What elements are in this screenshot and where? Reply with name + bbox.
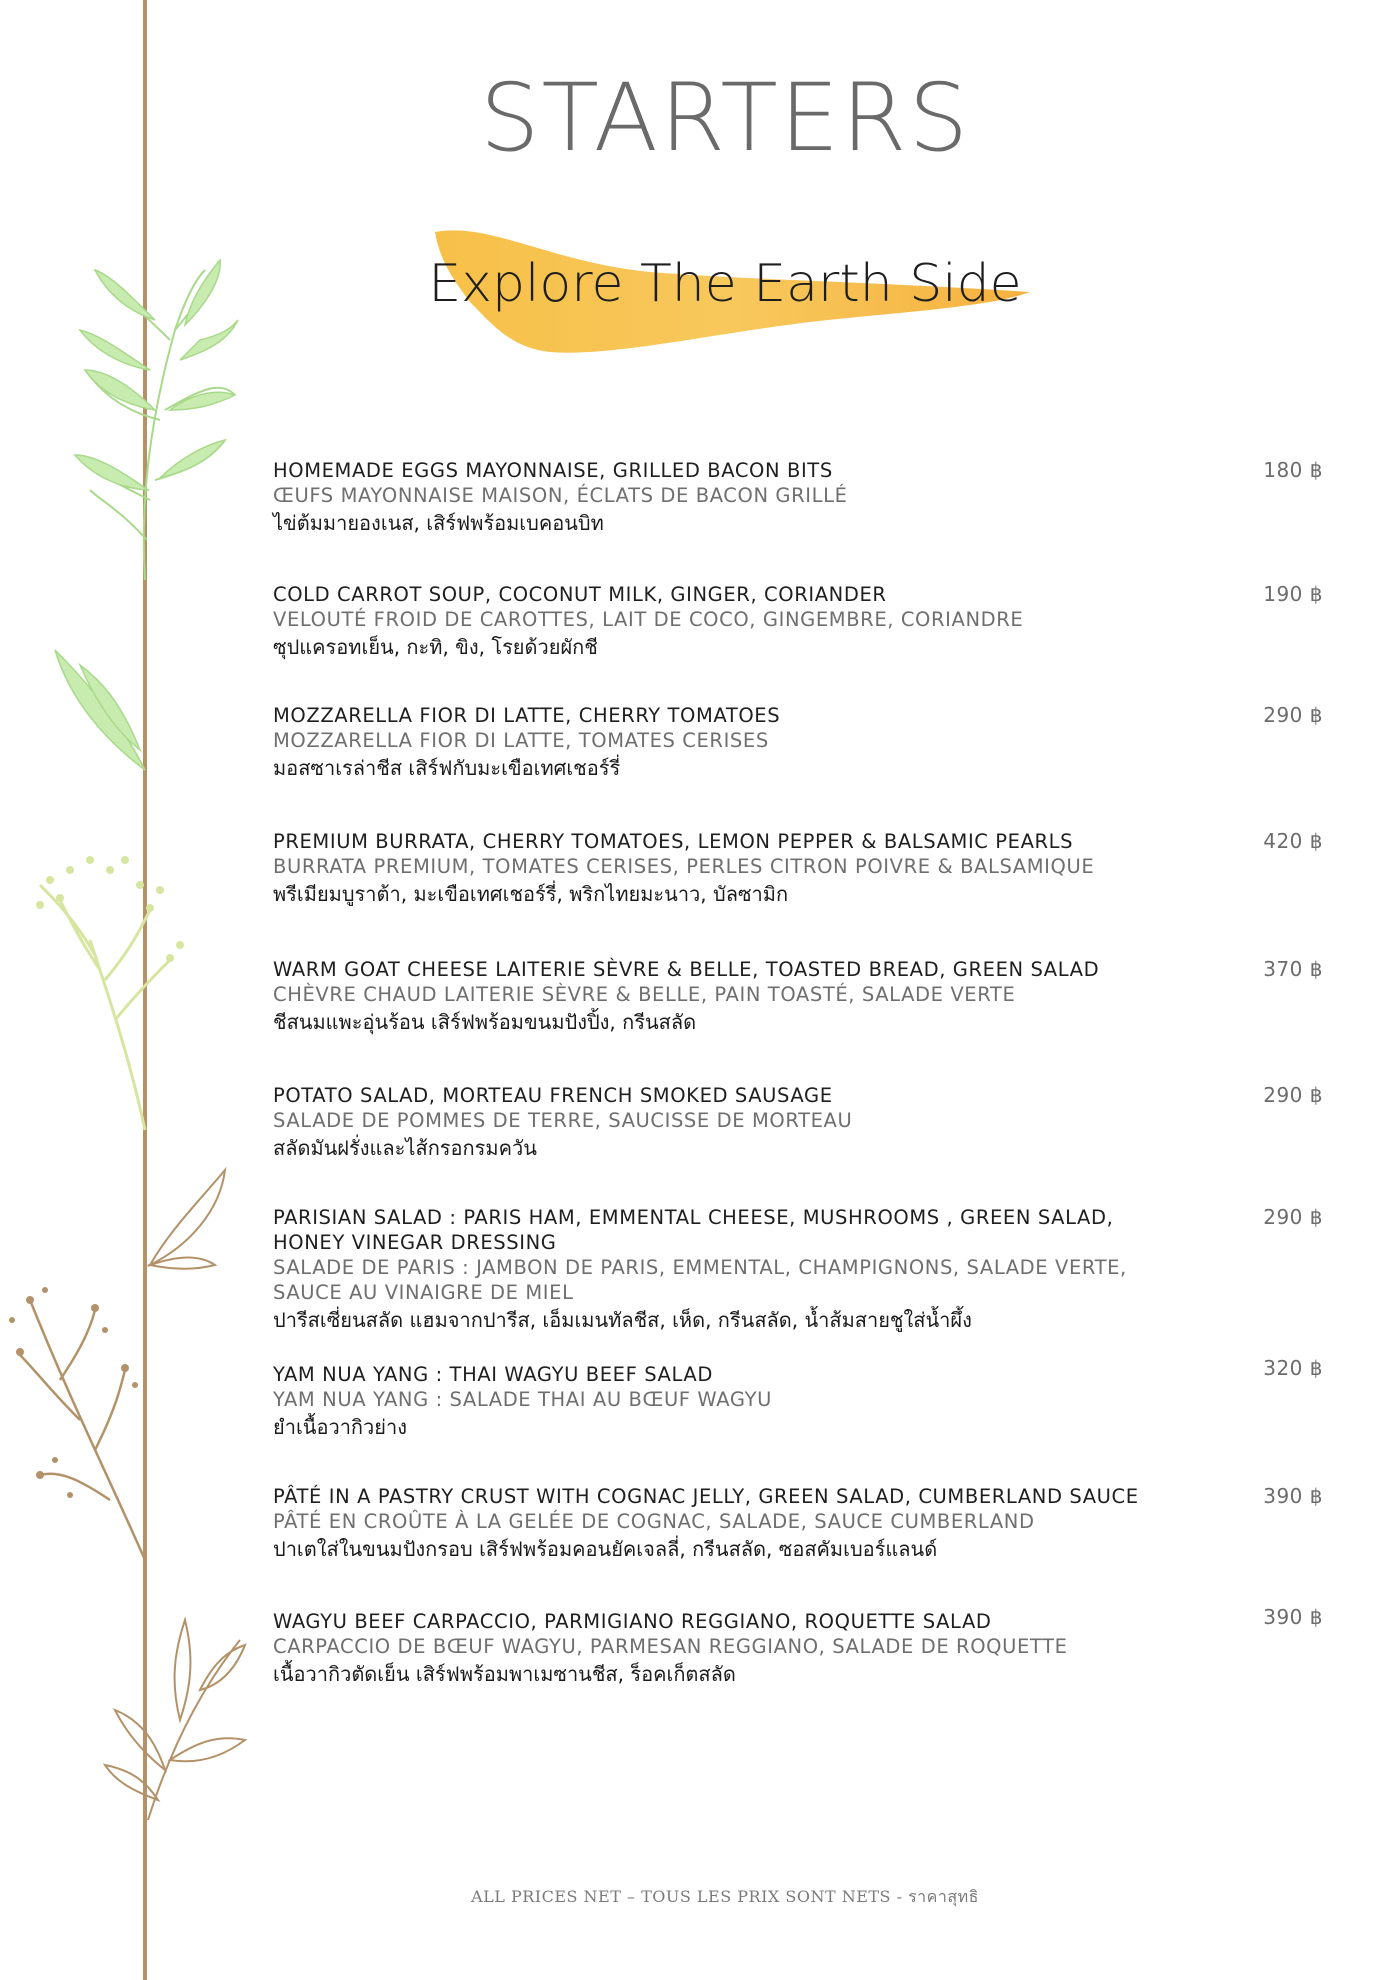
menu-item — [273, 703, 1323, 783]
item-name-english: MOZZARELLA FIOR DI LATTE, CHERRY TOMATOES — [273, 704, 781, 727]
item-name-french: MOZZARELLA FIOR DI LATTE, TOMATES CERISES — [273, 729, 769, 752]
gypsophila-icon — [40, 885, 170, 1130]
item-name-french: VELOUTÉ FROID DE CAROTTES, LAIT DE COCO, GINGEMBRE, CORIANDRE — [273, 608, 1024, 631]
page-subtitle: Explore The Earth Side — [428, 254, 1022, 314]
menu-item — [273, 1484, 1323, 1564]
menu-item — [273, 458, 1323, 538]
item-price: 420 ฿ — [1263, 829, 1323, 853]
item-name-thai: ซุปแครอทเย็น, กะทิ, ขิง, โรยด้วยผักชี — [273, 635, 598, 659]
item-price: 370 ฿ — [1263, 957, 1323, 981]
item-price: 290 ฿ — [1263, 1083, 1323, 1107]
item-price: 390 ฿ — [1263, 1605, 1323, 1629]
item-price: 290 ฿ — [1263, 703, 1323, 727]
item-name-french: CARPACCIO DE BŒUF WAGYU, PARMESAN REGGIANO, SALADE DE ROQUETTE — [273, 1635, 1068, 1658]
item-name-english: PREMIUM BURRATA, CHERRY TOMATOES, LEMON PEPPER & BALSAMIC PEARLS — [273, 830, 1074, 853]
item-name-thai: เนื้อวากิวตัดเย็น เสิร์ฟพร้อมพาเมซานชีส, ร็อคเก็ตสลัด — [273, 1662, 736, 1686]
item-name-english: PARISIAN SALAD : PARIS HAM, EMMENTAL CHEESE, MUSHROOMS , GREEN SALAD, HONEY VINEGAR DRESSING — [273, 1206, 1114, 1254]
item-name-thai: ชีสนมแพะอุ่นร้อน เสิร์ฟพร้อมขนมปังปิ้ง, กรีนสลัด — [273, 1010, 697, 1034]
menu-item — [273, 1083, 1323, 1163]
item-name-french: SALADE DE PARIS : JAMBON DE PARIS, EMMENTAL, CHAMPIGNONS, SALADE VERTE, SAUCE AU VINAIGRE DE MIEL — [273, 1256, 1127, 1304]
menu-item — [273, 829, 1323, 909]
item-name-thai: ไข่ต้มมายองเนส, เสิร์ฟพร้อมเบคอนบิท — [273, 511, 604, 535]
item-name-english: POTATO SALAD, MORTEAU FRENCH SMOKED SAUSAGE — [273, 1084, 833, 1107]
item-name-french: ŒUFS MAYONNAISE MAISON, ÉCLATS DE BACON GRILLÉ — [273, 484, 848, 507]
green-sprig-icon — [75, 260, 235, 580]
item-name-english: YAM NUA YANG : THAI WAGYU BEEF SALAD — [273, 1363, 713, 1386]
item-price: 390 ฿ — [1263, 1484, 1323, 1508]
item-name-thai: ปาเตใส่ในขนมปังกรอบ เสิร์ฟพร้อมคอนยัคเจลลี่, กรีนสลัด, ซอสคัมเบอร์แลนด์ — [273, 1537, 938, 1561]
item-name-english: WARM GOAT CHEESE LAITERIE SÈVRE & BELLE, TOASTED BREAD, GREEN SALAD — [273, 958, 1100, 981]
item-name-thai: ปารีสเซี่ยนสลัด แฮมจากปารีส, เอ็มเมนทัลชีส, เห็ด, กรีนสลัด, น้ำส้มสายชูใส่น้ำผึ้ง — [273, 1308, 972, 1332]
item-name-french: BURRATA PREMIUM, TOMATES CERISES, PERLES CITRON POIVRE & BALSAMIQUE — [273, 855, 1095, 878]
gold-leaf-icon — [150, 1170, 225, 1269]
item-name-thai: สลัดมันฝรั่งและไส้กรอกรมควัน — [273, 1136, 537, 1160]
gold-olive-sprig-icon — [105, 1620, 245, 1820]
item-name-french: PÂTÉ EN CROÛTE À LA GELÉE DE COGNAC, SALADE, SAUCE CUMBERLAND — [273, 1510, 1035, 1533]
page-title: STARTERS — [479, 64, 971, 173]
item-name-thai: พรีเมียมบูราต้า, มะเขือเทศเชอร์รี่, พริกไทยมะนาว, บัลซามิก — [273, 882, 789, 906]
prices-footer-note: ALL PRICES NET – TOUS LES PRIX SONT NETS - ราคาสุทธิ — [471, 1887, 979, 1906]
item-name-french: YAM NUA YANG : SALADE THAI AU BŒUF WAGYU — [273, 1388, 772, 1411]
menu-item — [273, 1356, 1323, 1442]
item-name-french: CHÈVRE CHAUD LAITERIE SÈVRE & BELLE, PAIN TOASTÉ, SALADE VERTE — [273, 983, 1016, 1006]
item-name-thai: มอสซาเรล่าชีส เสิร์ฟกับมะเขือเทศเชอร์รี่ — [273, 756, 621, 780]
gypsophila-buds-icon — [36, 856, 184, 962]
green-leaf-icon — [75, 260, 238, 490]
item-price: 290 ฿ — [1263, 1205, 1323, 1229]
menu-item — [273, 1205, 1323, 1335]
menu-item — [273, 582, 1323, 662]
botanical-leaves-illustration — [0, 0, 300, 1980]
item-price: 320 ฿ — [1263, 1356, 1323, 1380]
item-name-english: HOMEMADE EGGS MAYONNAISE, GRILLED BACON BITS — [273, 459, 833, 482]
item-name-thai: ยำเนื้อวากิวย่าง — [273, 1415, 407, 1439]
item-name-english: WAGYU BEEF CARPACCIO, PARMIGIANO REGGIANO, ROQUETTE SALAD — [273, 1610, 992, 1633]
item-name-french: SALADE DE POMMES DE TERRE, SAUCISSE DE MORTEAU — [273, 1109, 853, 1132]
item-name-english: PÂTÉ IN A PASTRY CRUST WITH COGNAC JELLY, GREEN SALAD, CUMBERLAND SAUCE — [273, 1485, 1139, 1508]
item-name-english: COLD CARROT SOUP, COCONUT MILK, GINGER, CORIANDER — [273, 583, 887, 606]
menu-item — [273, 1605, 1323, 1689]
menu-item — [273, 957, 1323, 1037]
item-price: 190 ฿ — [1263, 582, 1323, 606]
item-price: 180 ฿ — [1263, 458, 1323, 482]
green-leaf-icon — [55, 650, 145, 770]
gold-branch-icon — [20, 1300, 145, 1560]
